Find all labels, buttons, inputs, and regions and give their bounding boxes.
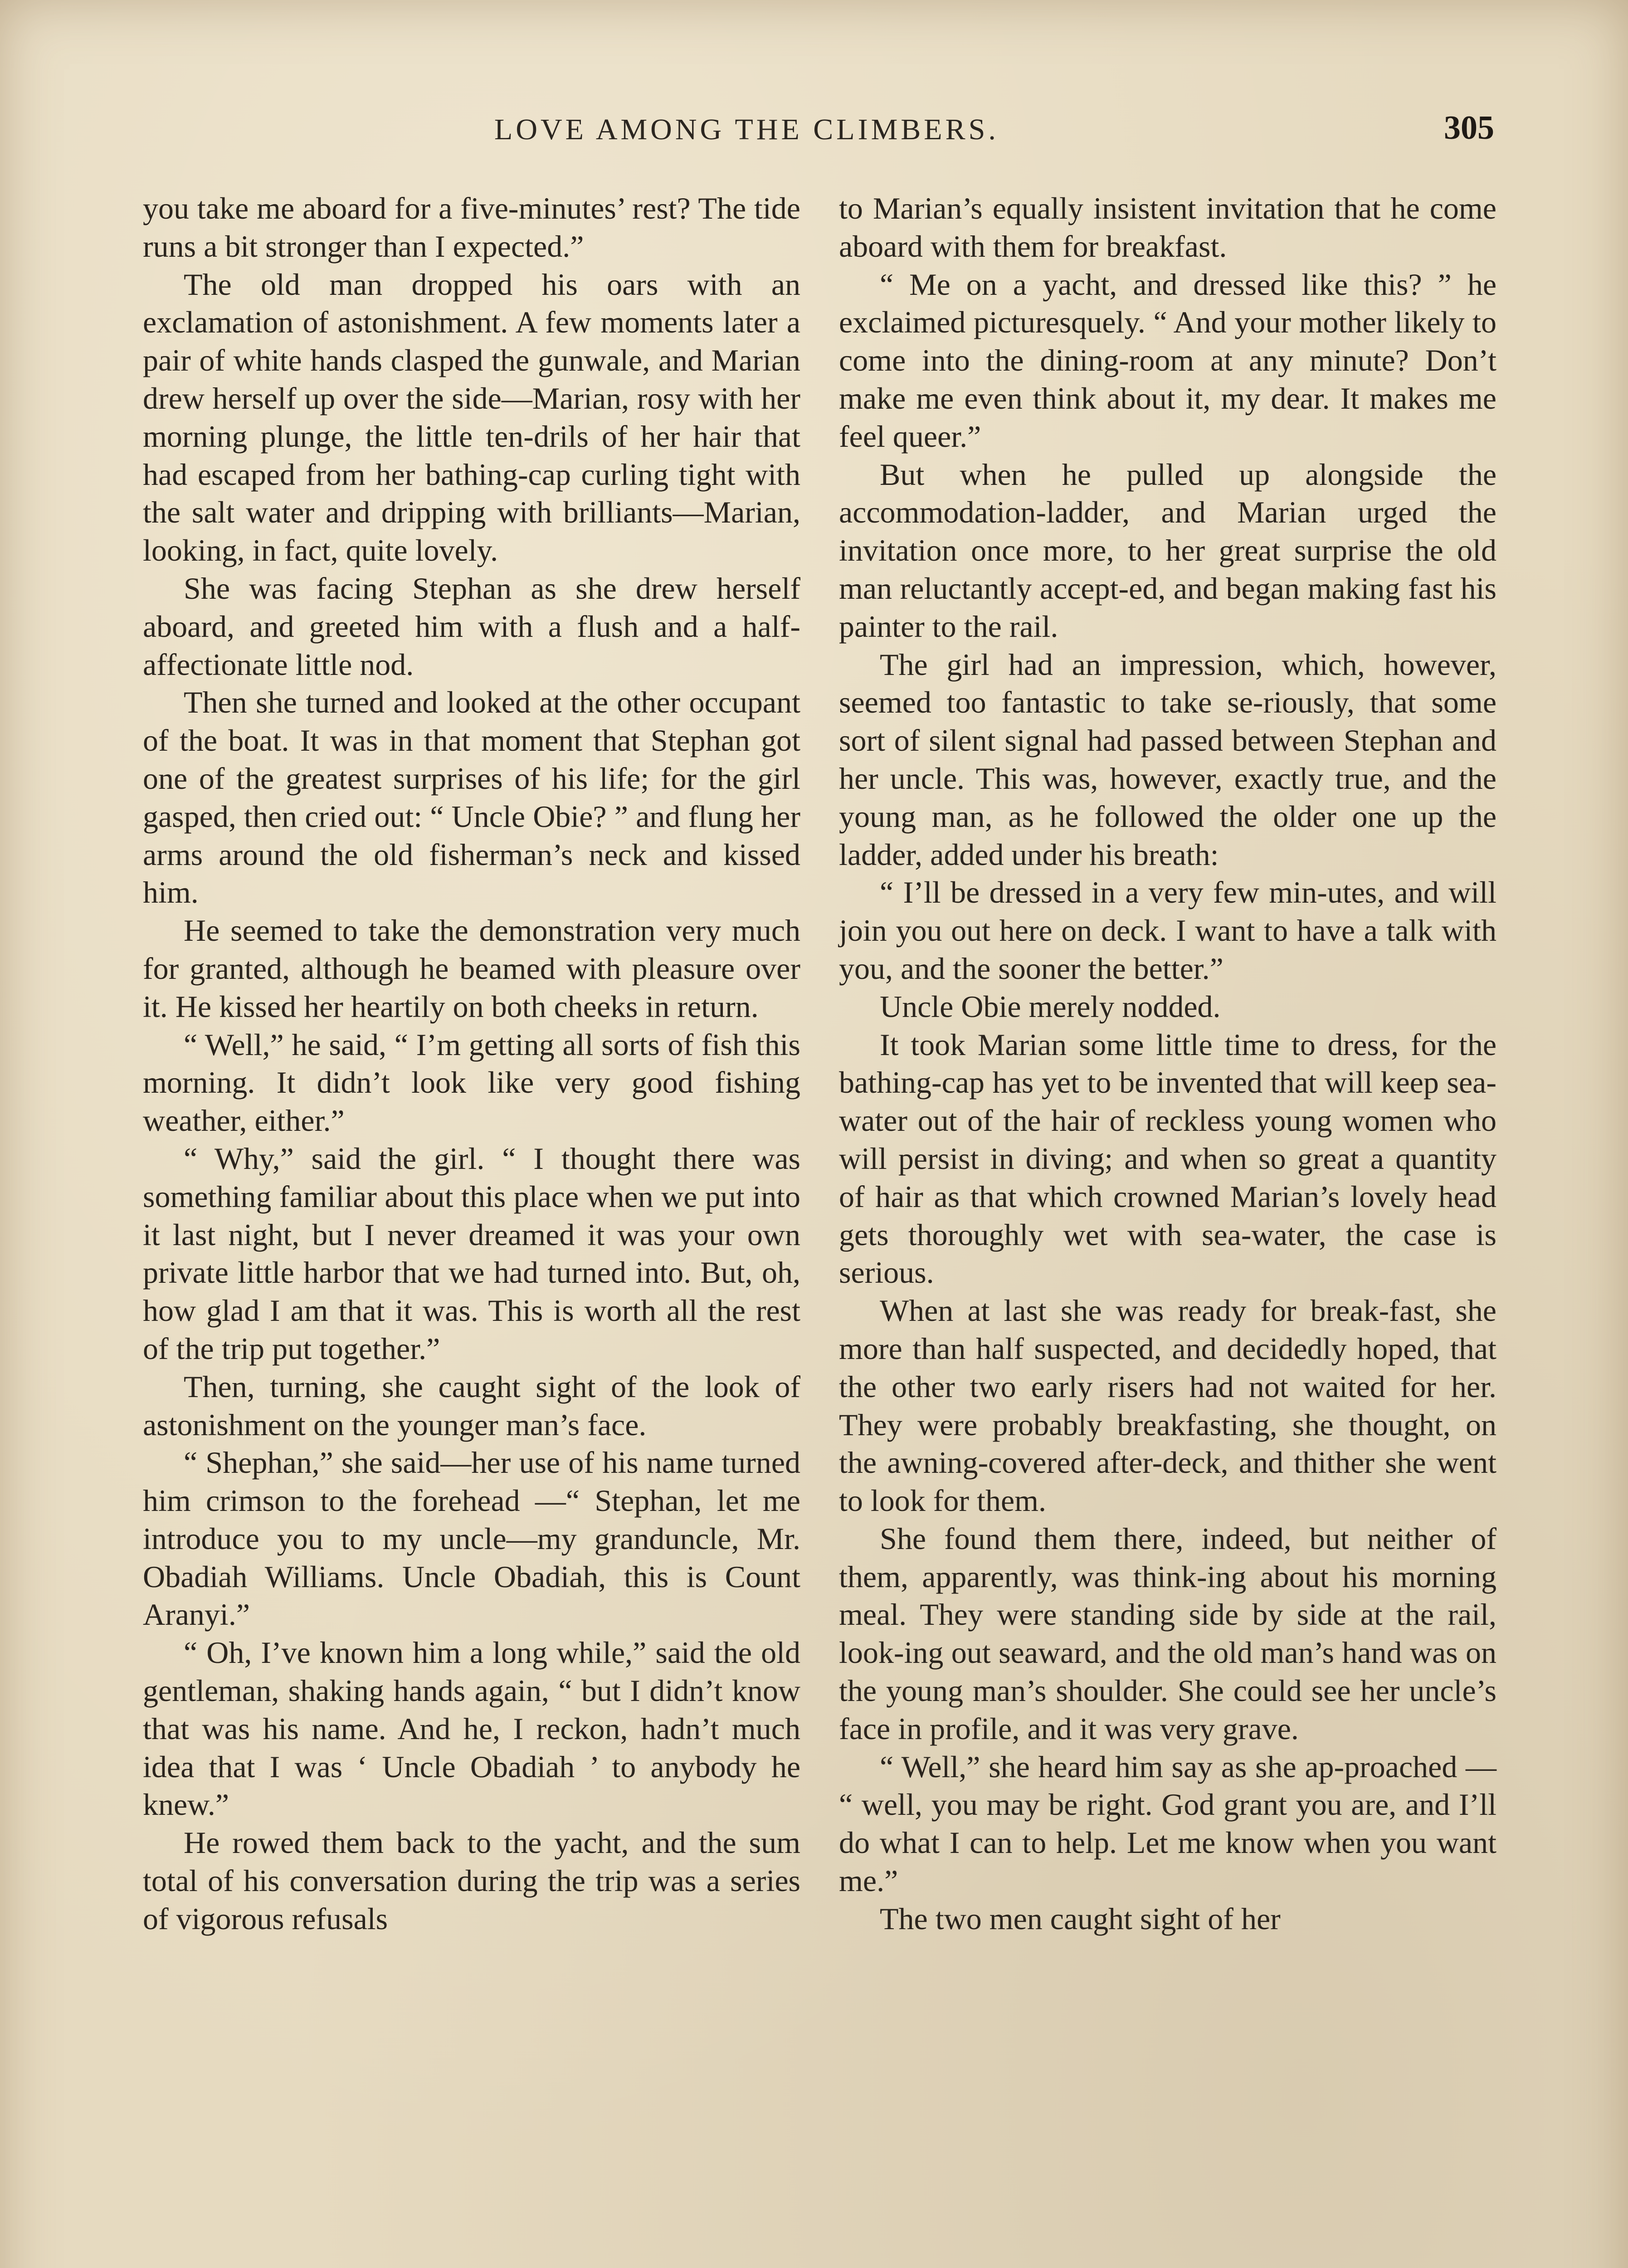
paragraph: The old man dropped his oars with an exclamation of astonishment. A few moments later a pair of white hands clasped the gunwale, and Marian drew herself up over the side—Marian, rosy with her morning plunge, the little ten-drils of her hair that had escaped from her bathing-cap curling tight with the salt water and dripping with brilliants—Marian, looking, in fact, quite lovely.: [143, 267, 800, 568]
paragraph: The girl had an impression, which, however, seemed too fantastic to take se-riously, that some sort of silent signal had passed between Stephan and her uncle. This was, however, exactly true, and the young man, as he followed the older one up the ladder, added under his breath:: [839, 647, 1496, 872]
paragraph: “ Me on a yacht, and dressed like this? ” he exclaimed picturesquely. “ And your mother likely to come into the dining-room at any minute? Don’t make me even think about it, my dear. It makes me feel queer.”: [839, 267, 1496, 454]
paragraph: She found them there, indeed, but neither of them, apparently, was think-ing about his morning meal. They were standing side by side at the rail, look-ing out seaward, and the old man’s hand was on the young man’s shoulder. She could see her uncle’s face in profile, and it was very grave.: [839, 1521, 1496, 1746]
paragraph: “ Shephan,” she said—her use of his name turned him crimson to the forehead —“ Stephan, let me introduce you to my uncle—my granduncle, Mr. Obadiah Williams. Uncle Obadiah, this is Count Aranyi.”: [143, 1445, 800, 1632]
running-title: LOVE AMONG THE CLIMBERS.: [494, 113, 999, 146]
left-text-column: [143, 190, 800, 1938]
paragraph: Uncle Obie merely nodded.: [880, 989, 1221, 1024]
paragraph: But when he pulled up alongside the accommodation-ladder, and Marian urged the invitation once more, to her great surprise the old man reluctantly accept-ed, and began making fast his painter to the rail.: [839, 457, 1496, 644]
paragraph: to Marian’s equally insistent invitation that he come aboard with them for breakfast.: [839, 191, 1496, 264]
paragraph: Then she turned and looked at the other occupant of the boat. It was in that moment that Stephan got one of the greatest surprises of his life; for the girl gasped, then cried out: “ Uncle Obie? ” and flung her arms around the old fisherman’s neck and kissed him.: [143, 685, 800, 910]
paragraph: He seemed to take the demonstration very much for granted, although he beamed with pleasure over it. He kissed her heartily on both cheeks in return.: [143, 913, 800, 1024]
paragraph: When at last she was ready for break-fast, she more than half suspected, and decidedly hoped, that the other two early risers had not waited for her. They were probably breakfasting, she thought, on the awning-covered after-deck, and thither she went to look for them.: [839, 1293, 1496, 1518]
page-number: 305: [1444, 109, 1494, 147]
paragraph: The two men caught sight of her: [880, 1901, 1281, 1936]
paragraph: Then, turning, she caught sight of the look of astonishment on the younger man’s face.: [143, 1369, 800, 1442]
paragraph: “ I’ll be dressed in a very few min-utes, and will join you out here on deck. I want to have a talk with you, and the sooner the better.”: [839, 875, 1496, 986]
paragraph: She was facing Stephan as she drew herself aboard, and greeted him with a flush and a half-affectionate little nod.: [143, 571, 800, 682]
paragraph: you take me aboard for a five-minutes’ rest? The tide runs a bit stronger than I expected.”: [143, 191, 800, 264]
paragraph: “ Well,” he said, “ I’m getting all sorts of fish this morning. It didn’t look like very good fishing weather, either.”: [143, 1027, 800, 1138]
paragraph: “ Well,” she heard him say as she ap-proached — “ well, you may be right. God grant you are, and I’ll do what I can to help. Let me know when you want me.”: [839, 1749, 1496, 1898]
paragraph: “ Oh, I’ve known him a long while,” said the old gentleman, shaking hands again, “ but I didn’t know that was his name. And he, I reckon, hadn’t much idea that I was ‘ Uncle Obadiah ’ to anybody he knew.”: [143, 1635, 800, 1822]
paragraph: “ Why,” said the girl. “ I thought there was something familiar about this place when we put into it last night, but I never dreamed it was your own private little harbor that we had turned into. But, oh, how glad I am that it was. This is worth all the rest of the trip put together.”: [143, 1141, 800, 1366]
paragraph: He rowed them back to the yacht, and the sum total of his conversation during the trip was a series of vigorous refusals: [143, 1825, 800, 1936]
paragraph: It took Marian some little time to dress, for the bathing-cap has yet to be invented that will keep sea-water out of the hair of reckless young women who will persist in diving; and when so great a quantity of hair as that which crowned Marian’s lovely head gets thoroughly wet with sea-water, the case is serious.: [839, 1027, 1496, 1290]
right-text-column: [839, 190, 1496, 1938]
